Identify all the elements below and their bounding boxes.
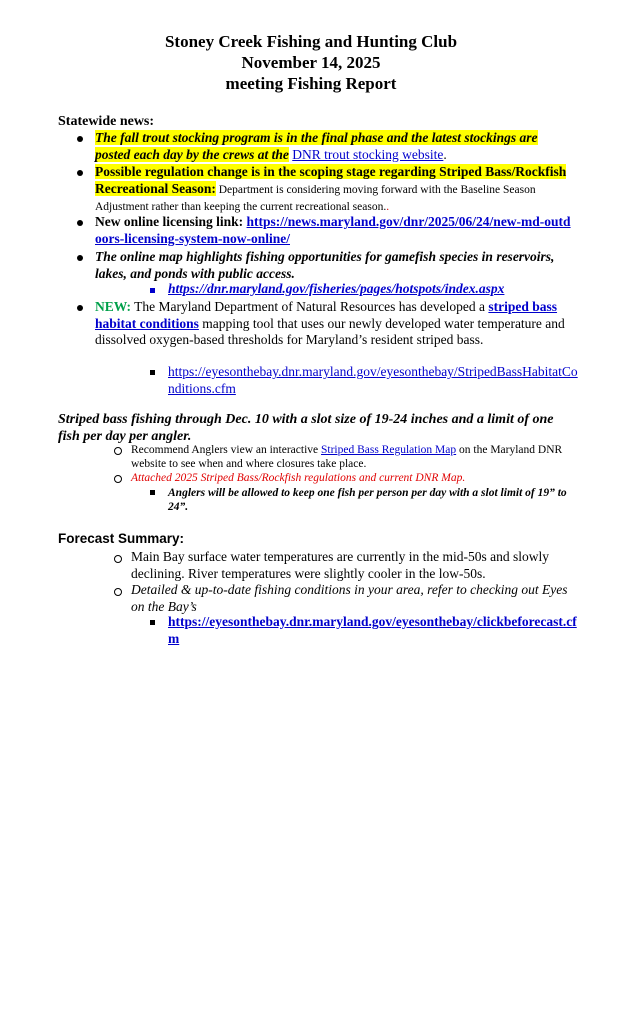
sublist-item-slot-limit: Anglers will be allowed to keep one fish per person per day with a slot limit of 19” to 24”. [168,487,567,513]
square-bullet-icon [150,490,155,495]
bullet-icon [77,220,83,226]
report-date: November 14, 2025 [241,53,381,72]
bullet-icon [77,305,83,311]
square-bullet-icon [150,620,155,625]
circle-bullet-icon [114,588,122,596]
hotspots-link[interactable]: https://dnr.maryland.gov/fisheries/pages/hotspots/index.aspx [168,281,505,296]
list-item-regulation-change [95,164,575,216]
regmap-text-a: Recommend Anglers view an interactive [131,444,322,456]
regmap-text-b: on the Maryland DNR website to see when and where closures take place. [131,444,563,470]
sublist-item-habitat-url [168,364,580,397]
bullet-icon [77,136,83,142]
habitat-text-a: The Maryland Department of Natural Resources has developed a [131,299,489,314]
sublist-item-clickbeforecast [168,614,580,647]
forecast-heading: Forecast Summary: [58,531,185,546]
square-bullet-icon [150,370,155,375]
habitat-conditions-link[interactable]: striped bass habitat conditions [95,299,558,331]
circle-bullet-icon [114,555,122,563]
bullet-icon [77,255,83,261]
list-item-online-map [95,249,575,282]
report-subtitle: meeting Fishing Report [225,74,397,93]
red-mark: . [386,201,390,213]
striped-bass-regulation-map-link[interactable]: Striped Bass Regulation Map [321,444,457,456]
licensing-label: New online licensing link: [95,214,247,229]
trout-stocking-text: The fall trout stocking program is in the final phase and the latest stockings are posted each day by the crews at the [95,130,538,162]
club-name: Stoney Creek Fishing and Hunting Club [164,32,458,51]
circle-bullet-icon [114,475,122,483]
sublist-item-hotspots [168,281,578,298]
habitat-url-link[interactable]: https://eyesonthebay.dnr.maryland.gov/eyesonthebay/StripedBassHabitatConditions.cfm [168,364,578,396]
online-map-text: The online map highlights fishing opportunities for gamefish species in reservoirs, lakes, and ponds with public access. [95,249,555,281]
bullet-icon [77,170,83,176]
forecast-item-temperatures: Main Bay surface water temperatures are currently in the mid-50s and slowly declining. River temperatures were slightly cooler in the low-50s. [131,549,549,581]
habitat-text-b: mapping tool that uses our newly developed water temperature and dissolved oxygen-based thresholds for Maryland’s resident striped bass. [95,315,565,347]
dnr-trout-stocking-link[interactable]: DNR trout stocking website [292,146,444,162]
list-item-habitat-tool [95,299,575,349]
period: . [443,146,447,162]
list-item-trout-stocking [95,130,575,163]
striped-bass-heading: Striped bass fishing through Dec. 10 with a slot size of 19-24 inches and a limit of one fish per day per angler. [58,412,554,444]
regulation-change-text: Department is considering moving forward with the Baseline Season Adjustment rather than keeping the current recreational season. [95,183,536,213]
statewide-heading: Statewide news: [58,114,155,129]
square-bullet-icon [150,288,155,293]
new-badge: NEW: [95,299,132,314]
clickbeforecast-link[interactable]: https://eyesonthebay.dnr.maryland.gov/eyesonthebay/clickbeforecast.cfm [168,614,577,646]
list-item-licensing [95,214,575,247]
report-title [0,31,622,94]
circle-bullet-icon [114,447,122,455]
regulation-change-bold: Possible regulation change is in the scoping stage regarding Striped Bass/Rockfish Recreational Season: [95,164,567,196]
sublist-item-attached-regulations: Attached 2025 Striped Bass/Rockfish regulations and current DNR Map. [131,472,466,484]
forecast-item-conditions: Detailed & up-to-date fishing conditions in your area, refer to checking out Eyes on the Bay’s [131,582,568,614]
sublist-item-regulation-map [131,443,571,471]
licensing-link[interactable]: https://news.maryland.gov/dnr/2025/06/24/new-md-outdoors-licensing-system-now-online/ [95,214,571,246]
